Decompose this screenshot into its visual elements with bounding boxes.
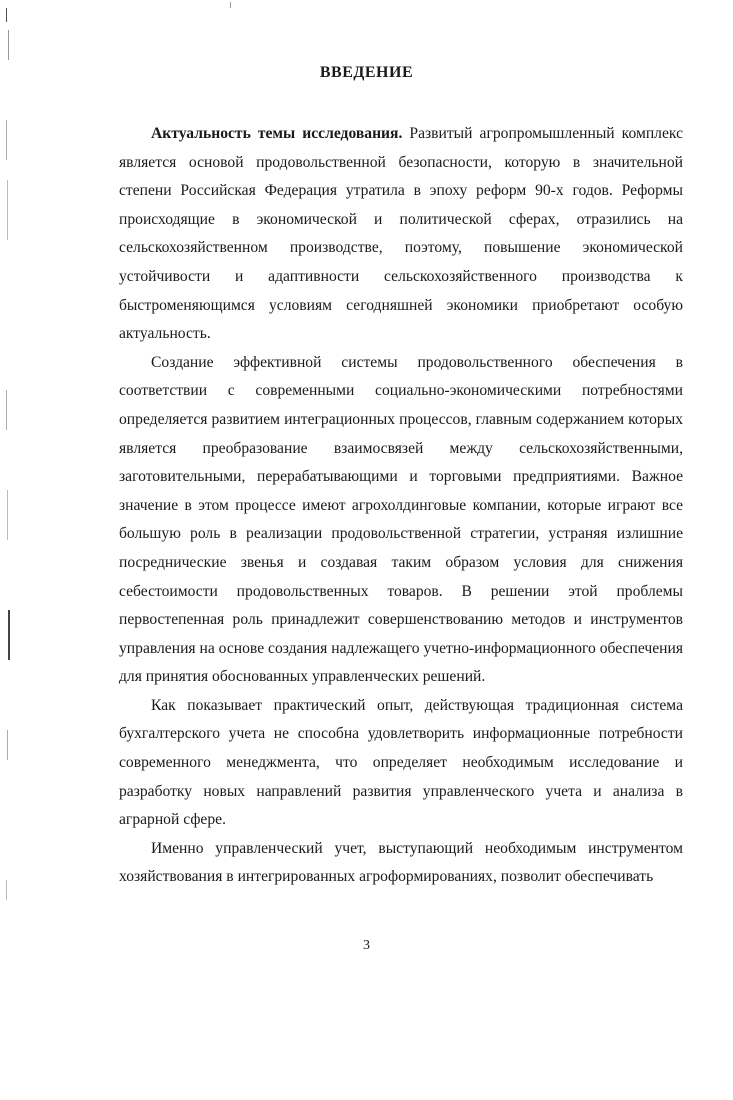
scan-artifact [8, 610, 10, 660]
paragraph-lead: Актуальность темы исследования. [151, 125, 403, 142]
paragraph [119, 349, 683, 692]
scan-artifact [6, 120, 7, 160]
paragraph-text: Как показывает практический опыт, действующая традиционная система бухгалтерского учета не способна удовлетворить информационные потребности современного менеджмента, что определяет необходимым исследование и разработку новых направлений развития управленческого учета и анализа в аграрной сфере. [119, 696, 683, 829]
scan-artifact [7, 730, 8, 760]
paragraph-text: Именно управленческий учет, выступающий необходимым инструментом хозяйствования в интегрированных агроформированиях, позволит обеспечивать [119, 839, 683, 886]
body-text [119, 120, 683, 892]
page-title: ВВЕДЕНИЕ [319, 64, 414, 81]
paragraph-text: Развитый агропромышленный комплекс является основой продовольственной безопасности, которую в значительной степени Российская Федерация утратила в эпоху реформ 90-х годов. Реформы происходящие в экономической и политической сферах, отразились на сельскохозяйственном производстве, поэтому, повышение экономической устойчивости и адаптивности сельскохозяйственного производства к быстроменяющимся условиям сегодняшней экономики приобретают особую актуальность. [119, 125, 683, 343]
scan-artifact [6, 880, 7, 900]
scan-artifact [8, 30, 9, 60]
page-number: 3 [363, 938, 370, 953]
scan-artifact [6, 8, 7, 22]
scan-artifact [7, 490, 8, 540]
paragraph [119, 692, 683, 835]
scan-artifact [6, 390, 7, 430]
scan-artifact [230, 2, 231, 8]
paragraph-text: Создание эффективной системы продовольственного обеспечения в соответствии с современными социально-экономическими потребностями определяется развитием интеграционных процессов, главным содержанием которых является преобразование взаимосвязей между сельскохозяйственными, заготовительными, перерабатывающими и торговыми предприятиями. Важное значение в этом процессе имеют агрохолдинговые компании, которые играют все большую роль в реализации продовольственной стратегии, устраняя излишние посреднические звенья и создавая таким образом условия для снижения себестоимости продовольственных товаров. В решении этой проблемы первостепенная роль принадлежит совершенствованию методов и инструментов управления на основе создания надлежащего учетно-информационного обеспечения для принятия обоснованных управленческих решений. [119, 353, 683, 686]
paragraph [119, 120, 683, 349]
paragraph [119, 835, 683, 892]
scan-artifact [7, 180, 8, 240]
